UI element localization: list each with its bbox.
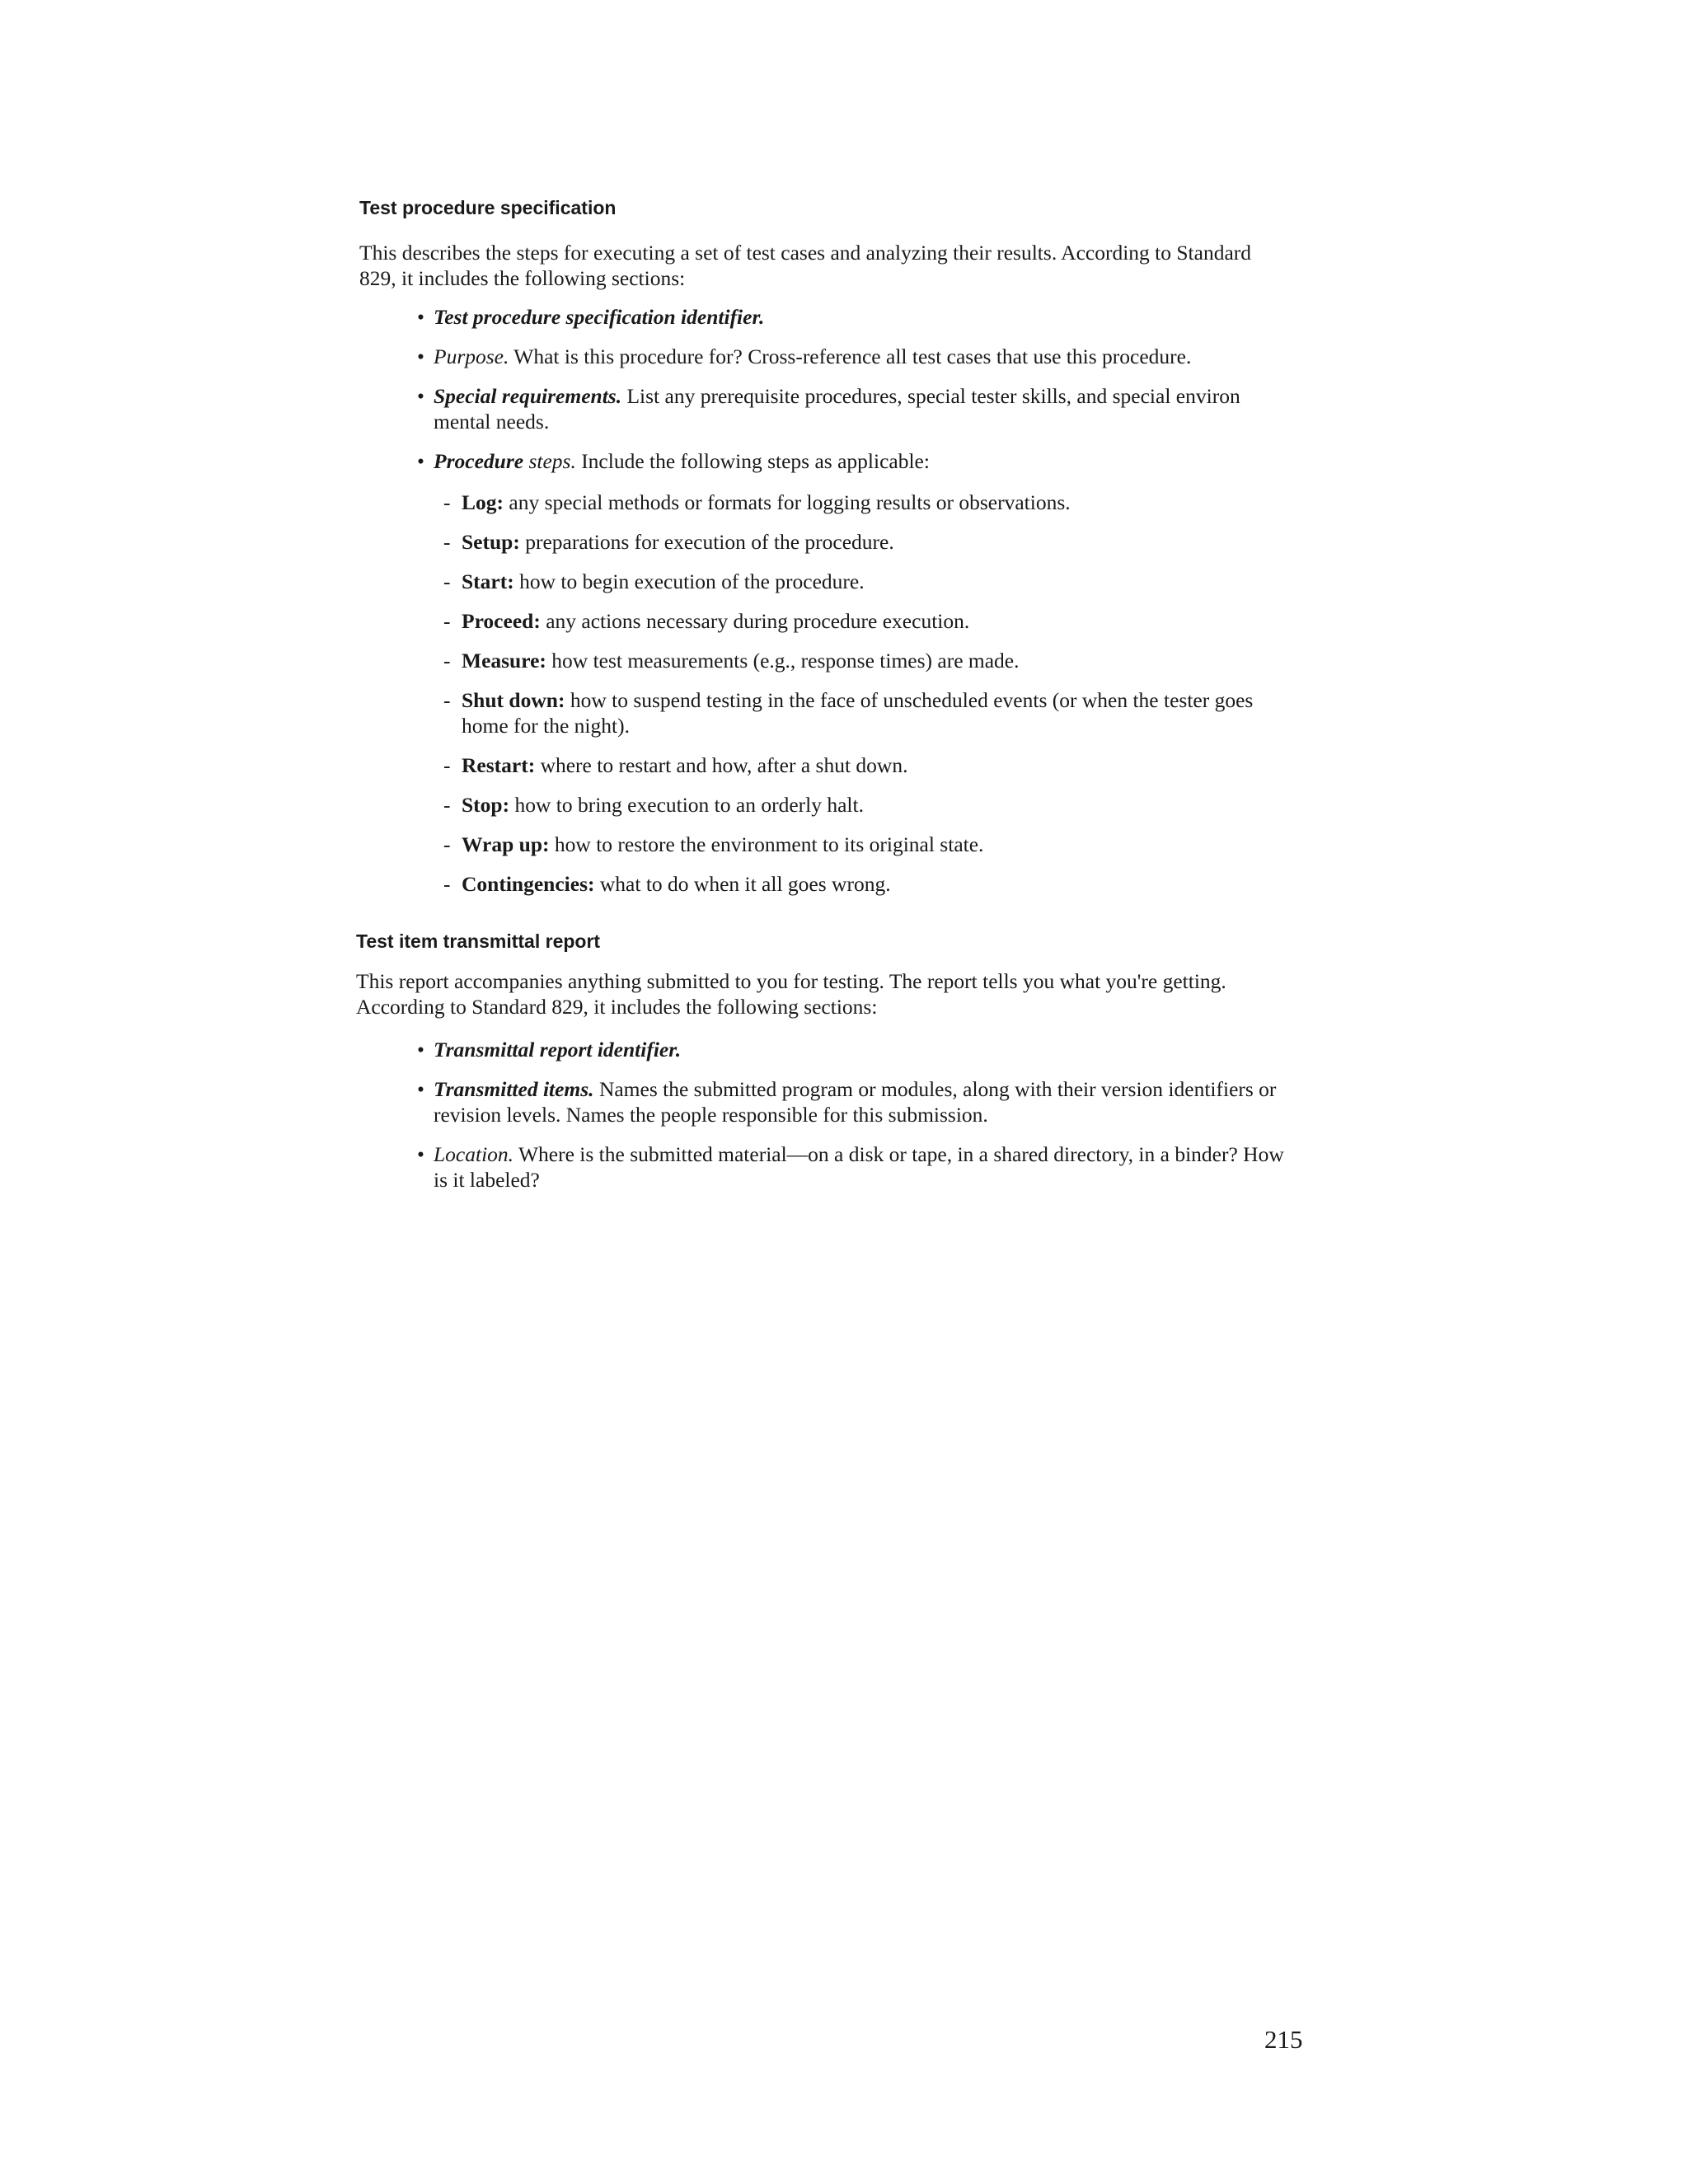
bullet-term-italic: steps. [523,449,576,473]
bullet-text: What is this procedure for? Cross-reference all test cases that use this procedure. [509,344,1192,368]
bullet-term: Purpose. [434,344,509,368]
step-term: Log: [462,490,504,514]
list-item [443,490,1292,515]
section1-bullet-list [417,304,1291,488]
list-item [417,1037,1291,1062]
step-term: Setup: [462,530,520,554]
step-text: how to suspend testing in the face of unscheduled events (or when the tester goes home for the night). [462,688,1254,738]
step-term: Start: [462,569,514,593]
list-item [417,383,1291,434]
list-item [443,648,1292,673]
list-item [417,448,1291,474]
bullet-text: List any prerequisite procedures, special tester skills, and special environ mental needs. [434,384,1240,434]
step-text: where to restart and how, after a shut down. [535,753,908,777]
list-item [443,687,1292,738]
procedure-steps-list [443,490,1292,911]
step-text: any special methods or formats for logging results or observations. [504,490,1071,514]
bullet-term: Procedure [434,449,524,473]
step-text: how to bring execution to an orderly halt. [509,793,864,817]
step-text: what to do when it all goes wrong. [594,872,891,896]
step-term: Measure: [462,649,546,673]
step-text: how test measurements (e.g., response times) are made. [546,649,1020,673]
step-term: Proceed: [462,609,541,633]
step-text: how to begin execution of the procedure. [513,569,865,593]
bullet-text: Include the following steps as applicable: [575,449,930,473]
step-term: Shut down: [462,688,565,712]
bullet-term: Special requirements. [434,384,622,408]
bullet-text: Names the submitted program or modules, along with their version identifiers or revision levels. Names the people responsible for this submission. [434,1077,1277,1127]
step-text: how to restore the environment to its original state. [549,832,984,856]
list-item [417,1076,1291,1127]
step-term: Restart: [462,753,536,777]
bullet-term: Test procedure specification identifier. [434,305,765,329]
list-item [443,752,1292,778]
bullet-term: Transmittal report identifier. [434,1038,682,1062]
list-item [443,569,1292,594]
list-item [417,1141,1291,1193]
section-heading-test-item-transmittal-report: Test item transmittal report [356,930,601,952]
section1-intro-paragraph: This describes the steps for executing a set of test cases and analyzing their results. According to Standard 829, it includes the following sections: [359,241,1252,290]
bullet-text: Where is the submitted material—on a disk or tape, in a shared directory, in a binder? How is it labeled? [434,1142,1284,1192]
step-text: preparations for execution of the procedure. [519,530,894,554]
list-item [443,832,1292,857]
step-term: Contingencies: [462,872,595,896]
step-term: Wrap up: [462,832,550,856]
list-item [443,529,1292,555]
bullet-term: Location. [434,1142,514,1166]
section2-intro-paragraph: This report accompanies anything submitted to you for testing. The report tells you what you're getting. According to Standard 829, it includes the following sections: [356,969,1226,1019]
page-number: 215 [1264,2025,1303,2054]
section-heading-test-procedure-specification: Test procedure specification [359,197,617,218]
list-item [417,304,1291,330]
list-item [443,608,1292,634]
list-item [443,792,1292,818]
step-text: any actions necessary during procedure execution. [540,609,970,633]
step-term: Stop: [462,793,510,817]
bullet-term: Transmitted items. [434,1077,594,1101]
list-item [417,344,1291,369]
list-item [443,871,1292,897]
section2-bullet-list [417,1037,1291,1207]
